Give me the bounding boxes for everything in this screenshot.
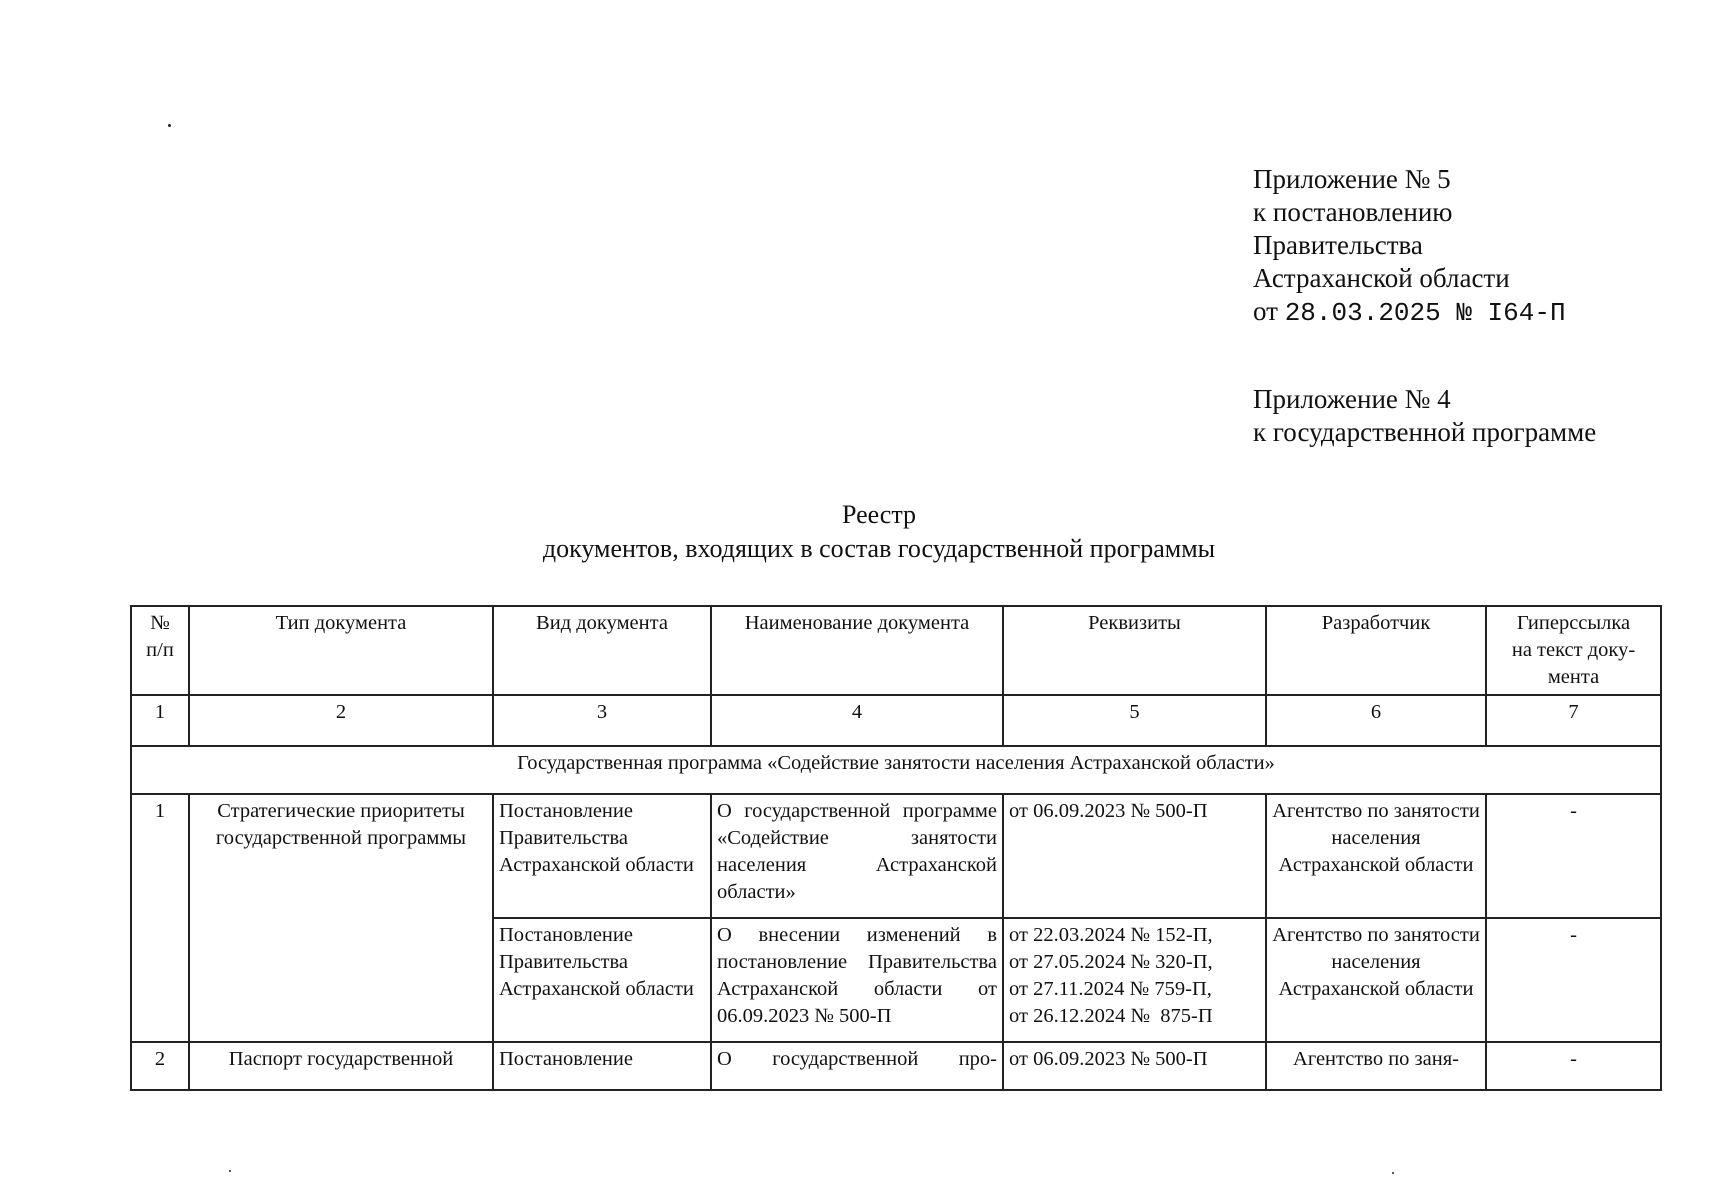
appendix-4-title: Приложение № 4 xyxy=(1253,384,1451,414)
header-num-line: № xyxy=(150,612,170,634)
cell-link: - xyxy=(1486,918,1661,1042)
cell-type: Стратегические приоритеты государственной программы xyxy=(189,794,493,1042)
scan-speck xyxy=(168,124,171,127)
header-cell-type: Тип документа xyxy=(189,606,493,695)
cell-requisites xyxy=(1003,794,1266,918)
column-number: 1 xyxy=(131,695,189,746)
title-line-1: Реестр xyxy=(841,500,917,529)
section-row xyxy=(131,746,1661,794)
title-line-2: документов, входящих в состав государственной программы xyxy=(542,534,1216,563)
cell-name: О внесении изменений в постановление Правительства Астраханской области от 06.09.2023 № 500-П xyxy=(711,918,1003,1042)
header-num-line: п/п xyxy=(146,639,174,661)
column-number: 4 xyxy=(711,695,1003,746)
header-cell-kind: Вид документа xyxy=(493,606,711,695)
appendix-5-line: Астраханской области xyxy=(1253,263,1510,293)
requisite-line: от 27.11.2024 № 759-П, xyxy=(1009,978,1212,1000)
cell-developer: Агентство по занятости населения Астраханской области xyxy=(1266,794,1486,918)
cell-num: 1 xyxy=(131,794,189,1042)
header-link-line: мента xyxy=(1547,666,1600,688)
cell-requisites xyxy=(1003,918,1266,1042)
appendix-4-block xyxy=(1253,383,1596,449)
header-cell-requisites: Реквизиты xyxy=(1003,606,1266,695)
requisite-line: от 22.03.2024 № 152-П, xyxy=(1009,924,1213,946)
cell-name: О государственной программе «Содействие занятости населения Астраханской области» xyxy=(711,794,1003,918)
cell-requisites xyxy=(1003,1042,1266,1090)
column-number: 6 xyxy=(1266,695,1486,746)
appendix-5-line: Правительства xyxy=(1253,230,1423,260)
requisite-line: от 26.12.2024 № 875-П xyxy=(1009,1005,1213,1027)
column-number: 3 xyxy=(493,695,711,746)
cell-kind: Постановление Правительства Астраханской области xyxy=(493,918,711,1042)
appendix-5-date xyxy=(1253,295,1566,330)
document-title xyxy=(0,498,1716,566)
appendix-5-title: Приложение № 5 xyxy=(1253,164,1451,194)
appendix-5-line: к постановлению xyxy=(1253,197,1453,227)
requisite-line: от 06.09.2023 № 500-П xyxy=(1009,1048,1208,1070)
cell-link: - xyxy=(1486,1042,1661,1090)
section-title: Государственная программа «Содействие занятости населения Астраханской области» xyxy=(131,746,1661,794)
cell-kind: Постановление xyxy=(493,1042,711,1090)
cell-link: - xyxy=(1486,794,1661,918)
cell-num: 2 xyxy=(131,1042,189,1090)
cell-type: Паспорт государственной xyxy=(189,1042,493,1090)
column-number: 2 xyxy=(189,695,493,746)
header-cell-name: Наименование документа xyxy=(711,606,1003,695)
column-number-row xyxy=(131,695,1661,746)
header-cell-num xyxy=(131,606,189,695)
header-link-line: Гиперссылка xyxy=(1516,612,1631,634)
table-row xyxy=(131,1042,1661,1090)
column-number: 5 xyxy=(1003,695,1266,746)
table-row xyxy=(131,794,1661,918)
table-header-row xyxy=(131,606,1661,695)
requisite-line: от 27.05.2024 № 320-П, xyxy=(1009,951,1213,973)
cell-kind: Постановление Правительства Астраханской области xyxy=(493,794,711,918)
cell-name: О государственной про- xyxy=(711,1042,1003,1090)
appendix-4-line: к государственной программе xyxy=(1253,417,1597,447)
scan-speck xyxy=(229,1170,231,1172)
column-number: 7 xyxy=(1486,695,1661,746)
date-stamp: 28.03.2025 № I64-П xyxy=(1284,298,1566,328)
date-prefix: от xyxy=(1253,296,1278,326)
header-cell-developer: Разработчик xyxy=(1266,606,1486,695)
scan-speck xyxy=(1392,1172,1394,1174)
header-cell-link xyxy=(1486,606,1661,695)
header-link-line: на текст доку- xyxy=(1511,639,1636,661)
registry-table xyxy=(130,605,1662,1091)
requisite-line: от 06.09.2023 № 500-П xyxy=(1009,800,1208,822)
appendix-5-block xyxy=(1253,163,1566,330)
cell-developer: Агентство по заня- xyxy=(1266,1042,1486,1090)
cell-developer: Агентство по занятости населения Астраханской области xyxy=(1266,918,1486,1042)
